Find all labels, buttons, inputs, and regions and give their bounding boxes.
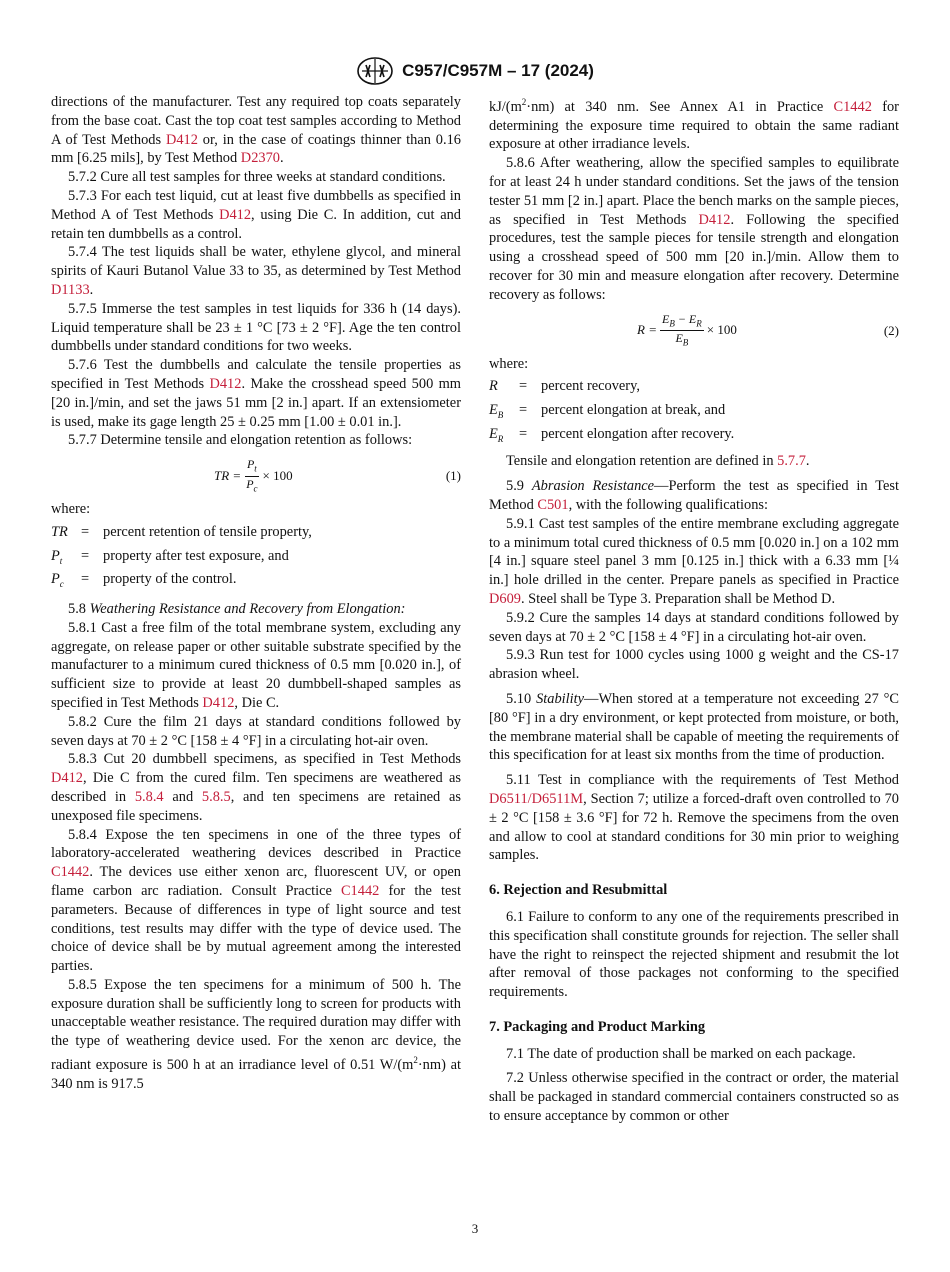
ref-link-d412[interactable]: D412 — [209, 375, 242, 392]
right-column — [489, 93, 899, 1126]
paragraph-5-7-2: 5.7.2 Cure all test samples for three weeks at standard conditions. — [68, 169, 446, 186]
paragraph-5-8-heading: 5.8 Weathering Resistance and Recovery from Elongation: — [68, 600, 406, 617]
paragraph-5-7-5: 5.7.5 Immerse the test samples in test liquids for 336 h (14 days). Liquid temperature shall be 23 ± 1 °C [73 ± 2 °F]. Age the ten control dumbbells under standard conditions for two weeks. — [51, 300, 461, 355]
ref-link-c1442[interactable]: C1442 — [340, 882, 380, 899]
equation-fraction: $\frac{E_B - E_R}{E_B}$ — [661, 311, 702, 348]
definition-row: $P_c$ = property of the control. — [51, 571, 237, 590]
ref-link-d1133[interactable]: D1133 — [51, 281, 90, 298]
paragraph-5-8-5-cont: $kJ/(m^2\cdot nm)$ at 340 nm. See Annex A1 in Practice C1442 for determining the exposure time required to obtain the same radiant exposure at other irradiance levels. — [489, 97, 899, 153]
ref-link-5-8-4[interactable]: 5.8.4 — [134, 788, 164, 805]
ref-link-d412[interactable]: D412 — [202, 694, 235, 711]
where-label: where: — [489, 355, 529, 372]
definition-row: $P_t$ = property after test exposure, and — [51, 547, 289, 566]
ref-link-d609[interactable]: D609 — [489, 590, 521, 607]
section-heading-6: 6. Rejection and Resubmittal — [489, 882, 668, 899]
paragraph-5-10: 5.10 Stability—When stored at a temperature not exceeding 27 °C [80 °F] in a dry environment, or kept protected from moisture, or both, the membrane material shall be capable of meeting the requirements of this specification for at least six months from the time of production. — [489, 690, 900, 764]
document-designation: C957/C957M – 17 (2024) — [402, 61, 594, 80]
paragraph-5-8-2: 5.8.2 Cure the film 21 days at standard conditions followed by seven days at 70 ± 2 °C [158 ± 4 °F] in a circulating hot-air oven. — [51, 713, 461, 749]
paragraph-6-1: 6.1 Failure to conform to any one of the requirements prescribed in this specification shall constitute grounds for rejection. The seller shall have the right to reinspect the rejected shipment and resubmit the lot after removal of those packages not conforming to the specified requirements. — [489, 908, 899, 1001]
paragraph-retention-note: Tensile and elongation retention are defined in 5.7.7. — [506, 453, 810, 470]
ref-link-5-8-5[interactable]: 5.8.5 — [201, 788, 231, 805]
page-number: 3 — [471, 1221, 479, 1236]
definition-list — [51, 523, 461, 594]
definition-row: R = percent recovery, — [489, 378, 640, 395]
ref-link-c501[interactable]: C501 — [537, 496, 569, 513]
paragraph-5-9: 5.9 Abrasion Resistance—Perform the test as specified in Test Method C501, with the following qualifications: — [489, 478, 899, 513]
paragraph-5-8-6: 5.8.6 After weathering, allow the specified samples to equilibrate for at least 24 h under standard conditions. Set the jaws of the tension tester 51 mm [2 in.] apart. Place the bench marks on the sample pieces, as specified in Test Methods D412. Following the specified procedures, test the sample pieces for tensile strength and elongation using a crosshead speed of 500 mm [20 in.]/min. Allow them to recover for 30 min and measure elongation after recovery. Determine recovery as follows: — [489, 155, 899, 303]
definition-list — [489, 377, 899, 448]
paragraph-5-7-1-cont: directions of the manufacturer. Test any required top coats separately from the base coat. Cast the top coat test samples according to Method A of Test Methods D412 or, in the case of coatings thinner than 0.16 mm [6.25 mils], by Test Method D2370. — [51, 94, 461, 167]
paragraph-5-11: 5.11 Test in compliance with the requirements of Test Method D6511/D6511M, Section 7; utilize a forced-draft oven controlled to 70 ± 2 °C [158 ± 3.6 °F] for 72 h. Remove the specimens from the oven and allow to cool at standard conditions for 30 min prior to weighing samples. — [489, 772, 899, 864]
paragraph-7-1: 7.1 The date of production shall be marked on each package. — [506, 1045, 856, 1062]
paragraph-5-8-5: 5.8.5 Expose the ten specimens for a minimum of 500 h. The exposure duration shall be sufficiently long to screen for products with unacceptable weather resistance. The required duration may differ with the type of weathering device used. For the xenon arc device, the radiant exposure is 500 h at an irradiance level of 0.51 $W/(m^2\cdot nm)$ at 340 nm is 917.5 — [51, 976, 461, 1092]
ref-link-d412[interactable]: D412 — [51, 770, 83, 787]
page-header — [0, 56, 950, 86]
ref-link-d2370[interactable]: D2370 — [240, 150, 280, 167]
equation-number: (2) — [883, 322, 899, 338]
definition-row: TR = percent retention of tensile property, — [51, 523, 312, 540]
paragraph-7-2: 7.2 Unless otherwise specified in the contract or order, the material shall be packaged in standard commercial containers constructed so as to ensure acceptance by common or other — [489, 1070, 899, 1125]
equation-1: TR = $\frac{P_t}{P_c}$ × 100 (1) — [214, 457, 461, 494]
ref-link-d6511[interactable]: D6511/D6511M — [489, 790, 584, 807]
paragraph-5-9-2: 5.9.2 Cure the samples 14 days at standard conditions followed by seven days at 70 ± 2 °C [158 ± 4 °F] in a circulating hot-air oven. — [489, 609, 899, 645]
paragraph-5-9-1: 5.9.1 Cast test samples of the entire membrane excluding aggregate to a minimum total cured thickness of 0.5 mm [0.020 in.] on a 102 mm [4 in.] square steel panel 3 mm [0.125 in.] thick with a 6.33 mm [¼ in.] hole drilled in the center. Prepare panels as specified in Practice D609. Steel shall be Type 3. Preparation shall be Method D. — [489, 515, 899, 607]
ref-link-d412[interactable]: D412 — [219, 206, 252, 223]
ref-link-c1442[interactable]: C1442 — [833, 98, 872, 115]
where-label: where: — [51, 501, 91, 518]
ref-link-5-7-7[interactable]: 5.7.7 — [777, 453, 806, 470]
paragraph-5-8-1: 5.8.1 Cast a free film of the total membrane system, excluding any aggregate, on release paper or other suitable substrate specified by the manufacturer to a minimum cured thickness of 0.5 mm [0.020 in.], of sufficient size to provide at least 20 dumbbell-shaped samples as specified in Test Methods D412, Die C. — [51, 619, 461, 711]
paragraph-5-8-3: 5.8.3 Cut 20 dumbbell specimens, as specified in Test Methods D412, Die C from the cured film. Ten specimens are weathered as described in 5.8.4 and 5.8.5, and ten specimens are retained as unexposed file specimens. — [51, 751, 461, 824]
left-column — [51, 93, 461, 1093]
ref-link-d412[interactable]: D412 — [698, 211, 731, 228]
paragraph-5-7-3: 5.7.3 For each test liquid, cut at least five dumbbells as specified in Method A of Test Methods D412, using Die C. In addition, cut and retain ten dumbbells as a control. — [51, 187, 461, 242]
definition-row: $E_R$ = percent elongation after recovery. — [489, 425, 735, 444]
paragraph-5-7-4: 5.7.4 The test liquids shall be water, ethylene glycol, and mineral spirits of Kauri Butanol Value 33 to 35, as determined by Test Method D1133. — [51, 244, 461, 298]
ref-link-d412[interactable]: D412 — [165, 131, 198, 148]
paragraph-5-7-6: 5.7.6 Test the dumbbells and calculate the tensile properties as specified in Test Methods D412. Make the crosshead speed 500 mm [20 in.]/min, and set the jaws 51 mm [2 in.] apart. If an extensiometer is used, make its gage length 25 ± 0.25 mm [1.00 ± 0.01 in.]. — [51, 357, 462, 430]
ref-link-c1442[interactable]: C1442 — [51, 864, 90, 881]
equation-number: (1) — [445, 468, 461, 484]
section-heading-7: 7. Packaging and Product Marking — [489, 1018, 706, 1035]
equation-fraction: $\frac{P_t}{P_c}$ — [246, 457, 258, 494]
paragraph-5-8-4: 5.8.4 Expose the ten specimens in one of the three types of laboratory-accelerated weathering devices described in Practice C1442. The devices use either xenon arc, fluorescent UV, or open flame carbon arc radiation. Consult Practice C1442 for the test parameters. Because of differences in type of light source and test conditions, test results may differ with the type of device used. The choice of device shall be by mutual agreement among the interested parties. — [51, 826, 461, 975]
astm-logo-icon — [356, 56, 394, 86]
paragraph-5-7-7: 5.7.7 Determine tensile and elongation retention as follows: — [68, 432, 413, 449]
equation-lhs: TR = — [214, 467, 242, 483]
definition-row: $E_B$ = percent elongation at break, and — [489, 402, 726, 420]
equation-lhs: R = — [637, 322, 657, 338]
equation-2: R = $\frac{E_B - E_R}{E_B}$ × 100 (2) — [637, 311, 899, 348]
paragraph-5-9-3: 5.9.3 Run test for 1000 cycles using 1000 g weight and the CS-17 abrasion wheel. — [489, 647, 899, 683]
